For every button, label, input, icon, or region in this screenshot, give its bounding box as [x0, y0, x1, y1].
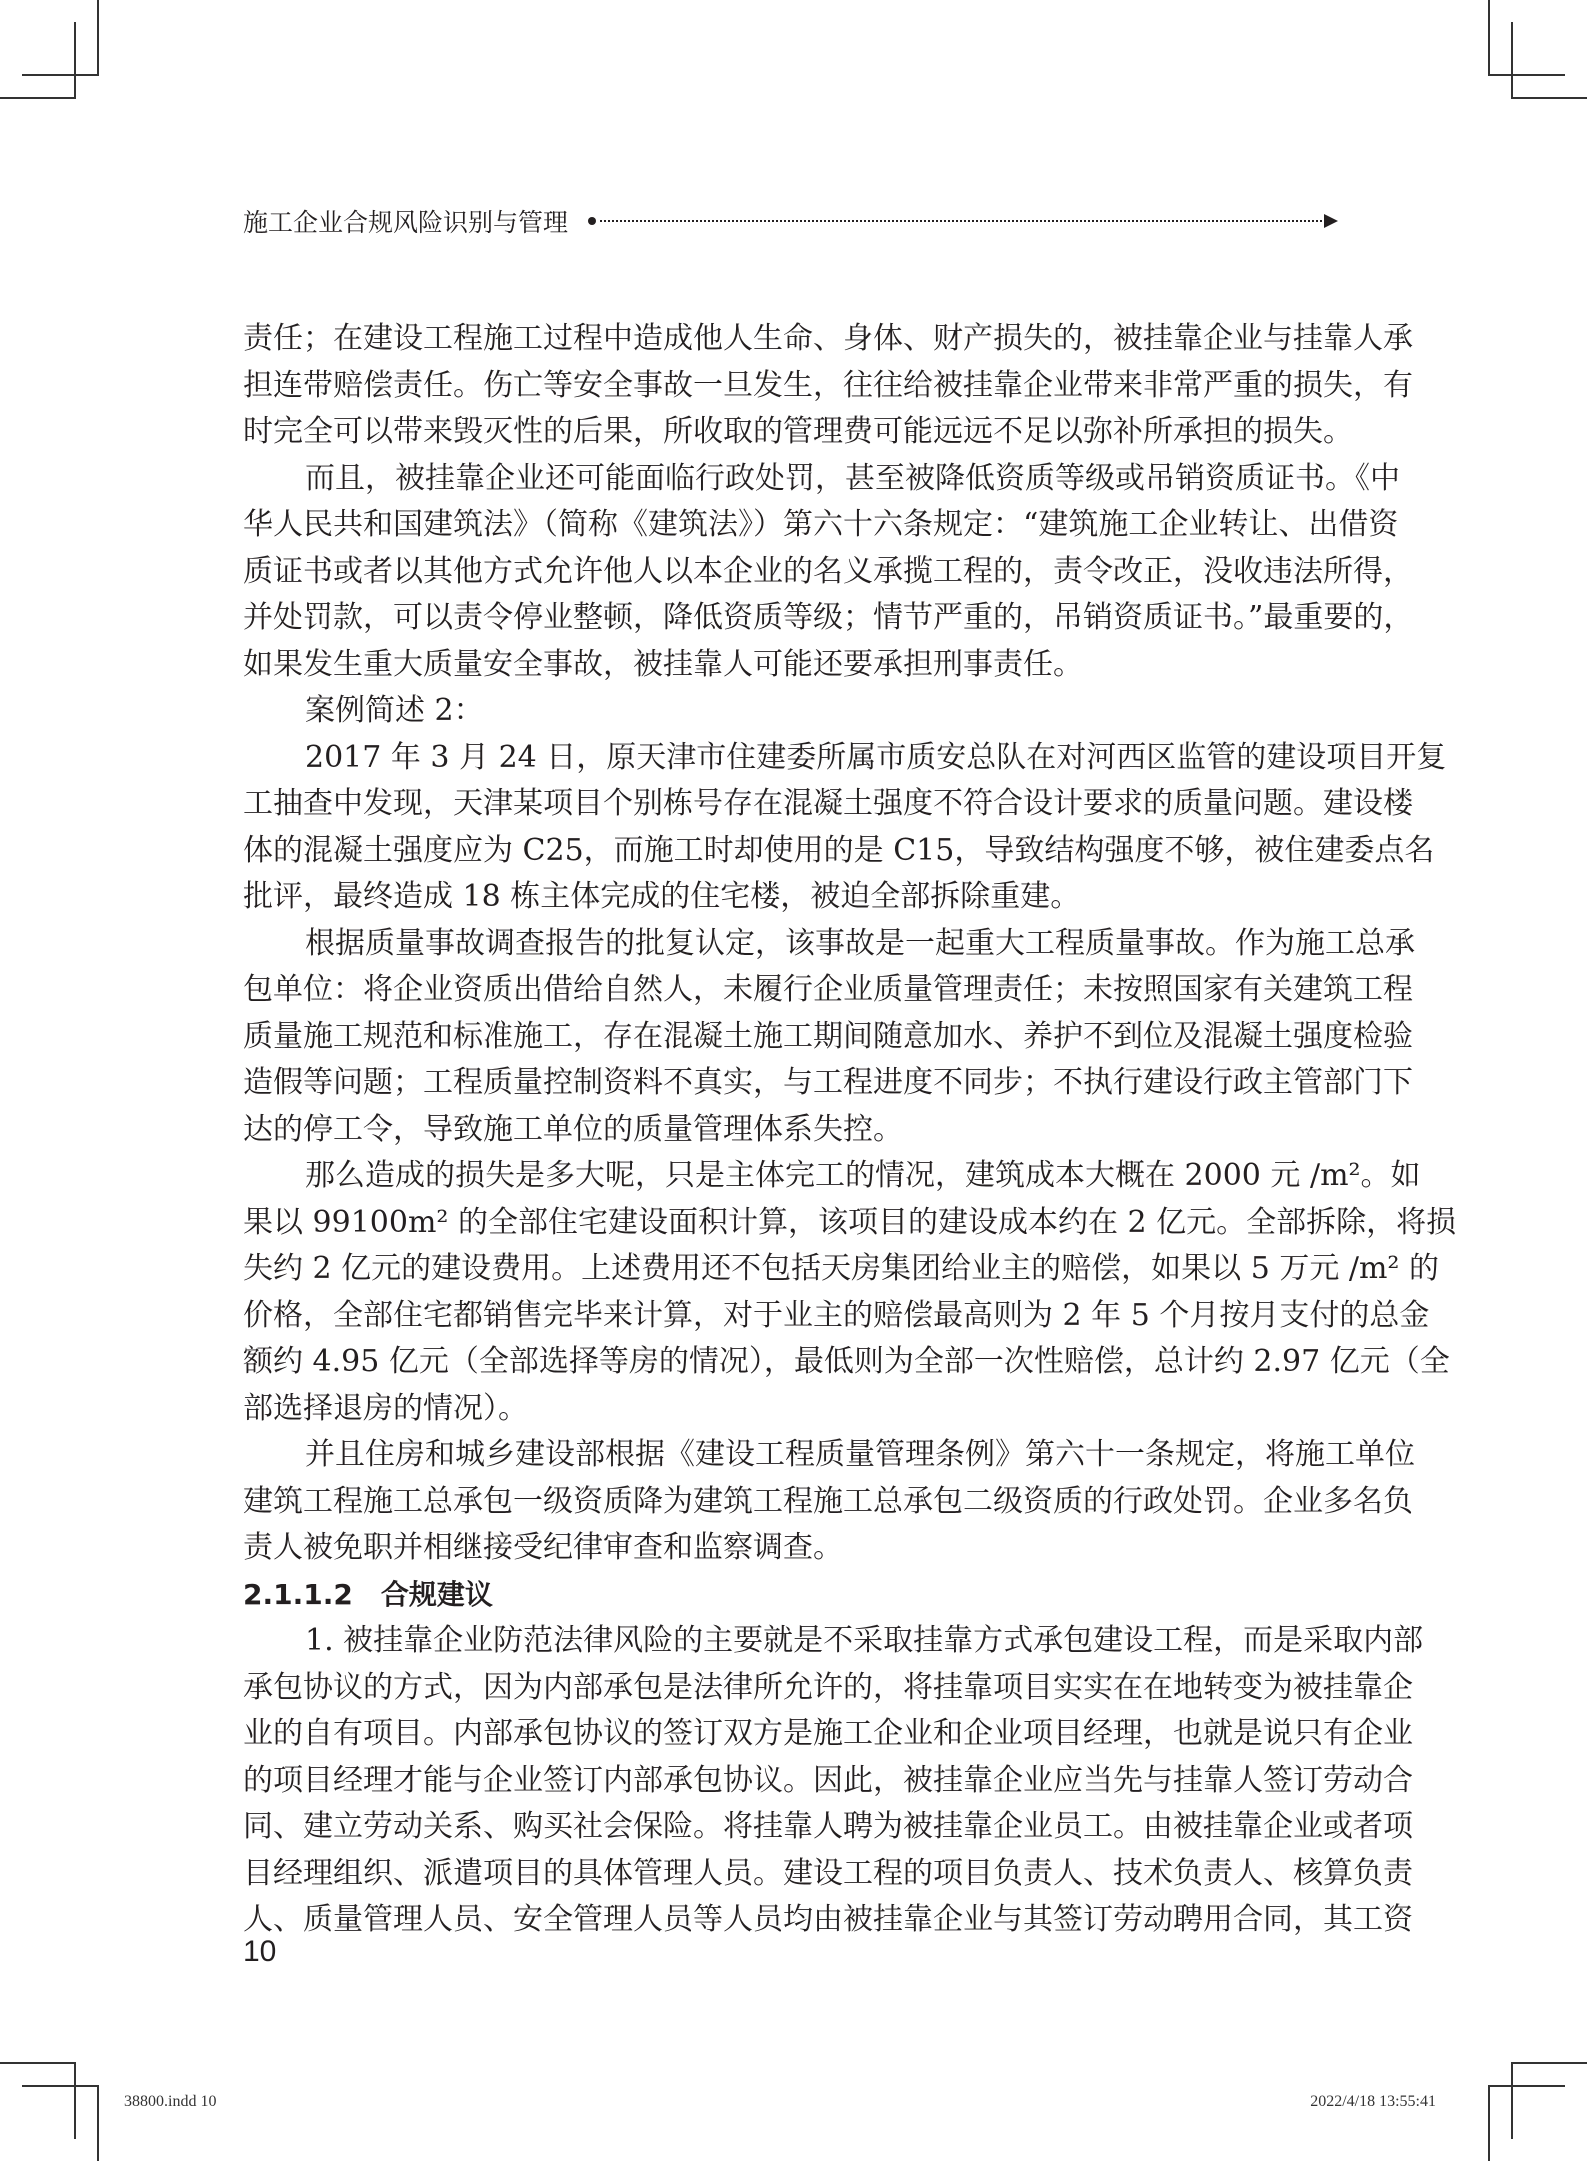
- crop-mark: [1488, 2085, 1565, 2087]
- dotted-leader: [600, 220, 1322, 222]
- text-line: 而且，被挂靠企业还可能面临行政处罚，甚至被降低资质等级或吊销资质证书。《中: [305, 460, 1400, 496]
- crop-mark: [0, 2062, 75, 2064]
- paragraph: [243, 1618, 1424, 1944]
- text-line: 额约 4.95 亿元（全部选择等房的情况），最低则为全部一次性赔偿，总计约 2.97 亿元（全: [243, 1344, 1450, 1379]
- text-line: 华人民共和国建筑法》（简称《建筑法》）第六十六条规定：“建筑施工企业转让、出借资: [243, 507, 1399, 542]
- page-number: 10: [243, 1935, 277, 1968]
- text-line: 案例简述 2：: [305, 693, 484, 728]
- body-text: [243, 316, 1457, 1944]
- crop-mark: [0, 97, 75, 99]
- text-line: 建筑工程施工总承包一级资质降为建筑工程施工总承包二级资质的行政处罚。企业多名负: [243, 1483, 1413, 1519]
- text-line: 担连带赔偿责任。伤亡等安全事故一旦发生，往往给被挂靠企业带来非常严重的损失，有: [243, 367, 1413, 403]
- text-line: 质量施工规范和标准施工，存在混凝土施工期间随意加水、养护不到位及混凝土强度检验: [243, 1018, 1413, 1054]
- text-line: 人、质量管理人员、安全管理人员等人员均由被挂靠企业与其签订劳动聘用合同，其工资: [243, 1902, 1413, 1937]
- paragraph: [243, 1153, 1457, 1432]
- text-line: 批评，最终造成 18 栋主体完成的住宅楼，被迫全部拆除重建。: [243, 879, 1081, 914]
- bullet-icon: [588, 217, 596, 225]
- crop-mark: [74, 22, 76, 99]
- paragraph: [243, 316, 1413, 456]
- text-line: 并且住房和城乡建设部根据《建设工程质量管理条例》第六十一条规定，将施工单位: [305, 1437, 1415, 1472]
- text-line: 承包协议的方式，因为内部承包是法律所允许的，将挂靠项目实实在在地转变为被挂靠企: [243, 1669, 1413, 1705]
- text-line: 2017 年 3 月 24 日，原天津市住建委所属市质安总队在对河西区监管的建设项目开复: [305, 739, 1447, 775]
- text-line: 根据质量事故调查报告的批复认定，该事故是一起重大工程质量事故。作为施工总承: [305, 925, 1415, 961]
- running-head-title: 施工企业合规风险识别与管理: [243, 208, 569, 237]
- crop-mark: [1511, 22, 1513, 99]
- crop-mark: [1488, 2086, 1490, 2161]
- crop-mark: [22, 74, 99, 76]
- crop-mark: [1488, 74, 1565, 76]
- crop-mark: [1512, 97, 1587, 99]
- text-line: 造假等问题；工程质量控制资料不真实，与工程进度不同步；不执行建设行政主管部门下: [243, 1065, 1413, 1100]
- paragraph: [243, 456, 1414, 689]
- crop-mark: [1512, 2062, 1587, 2064]
- text-line: 达的停工令，导致施工单位的质量管理体系失控。: [243, 1111, 903, 1147]
- text-line: 部选择退房的情况）。: [243, 1390, 528, 1426]
- text-line: 责人被免职并相继接受纪律审查和监察调查。: [243, 1530, 843, 1565]
- text-line: 质证书或者以其他方式允许他人以本企业的名义承揽工程的，责令改正，没收违法所得，: [243, 553, 1413, 589]
- crop-mark: [74, 2062, 76, 2139]
- text-line: 那么造成的损失是多大呢，只是主体完工的情况，建筑成本大概在 2000 元 /m²。如: [305, 1158, 1421, 1193]
- running-head: [243, 203, 1338, 239]
- crop-mark: [1488, 0, 1490, 75]
- crop-mark: [97, 0, 99, 75]
- text-line: 工抽查中发现，天津某项目个别栋号存在混凝土强度不符合设计要求的质量问题。建设楼: [243, 786, 1413, 821]
- slug-timestamp: 2022/4/18 13:55:41: [1310, 2093, 1436, 2110]
- arrow-right-icon: [1324, 214, 1338, 228]
- text-line: 目经理组织、派遣项目的具体管理人员。建设工程的项目负责人、技术负责人、核算负责: [243, 1855, 1413, 1891]
- paragraph: [243, 735, 1447, 921]
- section-heading: [243, 1572, 1336, 1619]
- text-line: 并处罚款，可以责令停业整顿，降低资质等级；情节严重的，吊销资质证书。”最重要的，: [243, 600, 1414, 635]
- text-line: 包单位：将企业资质出借给自然人，未履行企业质量管理责任；未按照国家有关建筑工程: [243, 972, 1413, 1007]
- crop-mark: [97, 2086, 99, 2161]
- section-heading-text: 2.1.1.2 合规建议: [243, 1577, 493, 1611]
- text-line: 价格，全部住宅都销售完毕来计算，对于业主的赔偿最高则为 2 年 5 个月按月支付的总金: [243, 1297, 1430, 1333]
- text-line: 责任；在建设工程施工过程中造成他人生命、身体、财产损失的，被挂靠企业与挂靠人承: [243, 321, 1413, 356]
- text-line: 业的自有项目。内部承包协议的签订双方是施工企业和企业项目经理，也就是说只有企业: [243, 1716, 1413, 1751]
- text-line: 时完全可以带来毁灭性的后果，所收取的管理费可能远远不足以弥补所承担的损失。: [243, 414, 1353, 449]
- text-line: 失约 2 亿元的建设费用。上述费用还不包括天房集团给业主的赔偿，如果以 5 万元 /m² 的: [243, 1251, 1439, 1286]
- paragraph: [243, 1432, 1415, 1572]
- text-line: 的项目经理才能与企业签订内部承包协议。因此，被挂靠企业应当先与挂靠人签订劳动合: [243, 1762, 1413, 1798]
- text-line: 体的混凝土强度应为 C25，而施工时却使用的是 C15，导致结构强度不够，被住建委点名: [243, 832, 1435, 868]
- text-line: 如果发生重大质量安全事故，被挂靠人可能还要承担刑事责任。: [243, 646, 1083, 682]
- text-line: 1. 被挂靠企业防范法律风险的主要就是不采取挂靠方式承包建设工程，而是采取内部: [305, 1623, 1424, 1658]
- text-line: 果以 99100m² 的全部住宅建设面积计算，该项目的建设成本约在 2 亿元。全部拆除，将损: [243, 1204, 1457, 1240]
- paragraph: [243, 688, 1336, 735]
- slug-file: 38800.indd 10: [124, 2093, 217, 2110]
- paragraph: [243, 921, 1415, 1154]
- crop-mark: [22, 2085, 99, 2087]
- text-line: 同、建立劳动关系、购买社会保险。将挂靠人聘为被挂靠企业员工。由被挂靠企业或者项: [243, 1809, 1413, 1844]
- crop-mark: [1511, 2062, 1513, 2139]
